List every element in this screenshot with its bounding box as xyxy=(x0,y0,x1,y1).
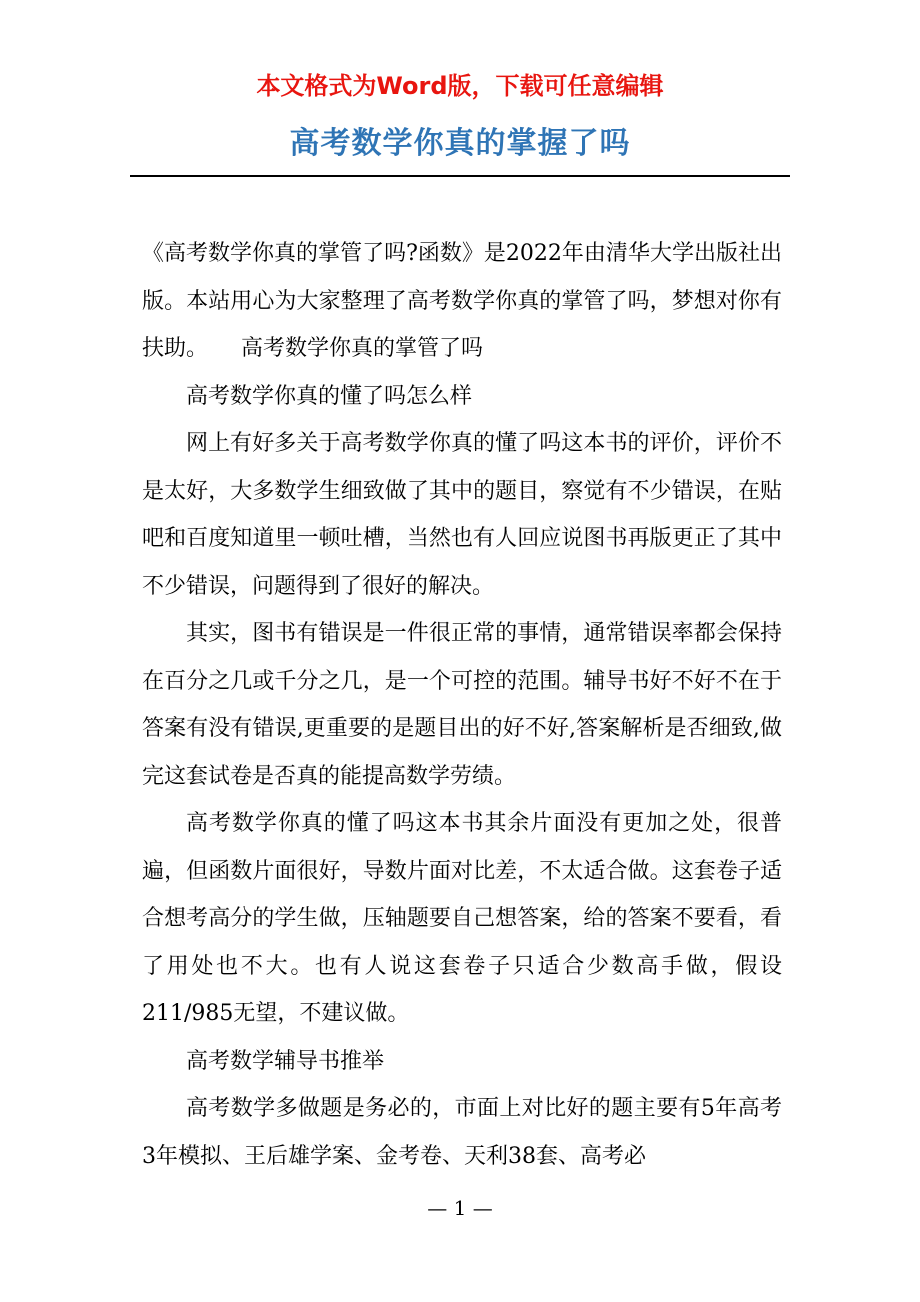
title-divider xyxy=(130,175,790,177)
paragraph: 高考数学你真的懂了吗这本书其余片面没有更加之处，很普遍，但函数片面很好，导数片面对比差，不太适合做。这套卷子适合想考高分的学生做，压轴题要自己想答案，给的答案不要看，看了用处也不大。也有人说这套卷子只适合少数高手做，假设211/985无望，不建议做。 xyxy=(142,811,782,1026)
page-number: — 1 — xyxy=(427,1196,493,1220)
paragraph: 高考数学多做题是务必的，市面上对比好的题主要有5年高考3年模拟、王后雄学案、金考卷、天利38套、高考必 xyxy=(142,1096,782,1169)
paragraph-intro: 《高考数学你真的掌管了吗?函数》是2022年由清华大学出版社出版。本站用心为大家整理了高考数学你真的掌管了吗，梦想对你有扶助。 高考数学你真的掌管了吗 xyxy=(142,241,782,361)
section-heading-recommendations: 高考数学辅导书推举 xyxy=(186,1048,385,1074)
document-body xyxy=(142,230,782,1180)
document-title: 高考数学你真的掌握了吗 xyxy=(289,126,631,161)
paragraph: 网上有好多关于高考数学你真的懂了吗这本书的评价，评价不是太好，大多数学生细致做了其中的题目，察觉有不少错误，在贴吧和百度知道里一顿吐槽，当然也有人回应说图书再版更正了其中不少错误，问题得到了很好的解决。 xyxy=(142,431,782,599)
paragraph: 其实，图书有错误是一件很正常的事情，通常错误率都会保持在百分之几或千分之几，是一个可控的范围。辅导书好不好不在于答案有没有错误,更重要的是题目出的好不好,答案解析是否细致,做完这套试卷是否真的能提高数学劳绩。 xyxy=(142,621,782,789)
section-heading-reviews: 高考数学你真的懂了吗怎么样 xyxy=(186,383,473,409)
format-banner: 本文格式为Word版，下载可任意编辑 xyxy=(256,72,664,100)
